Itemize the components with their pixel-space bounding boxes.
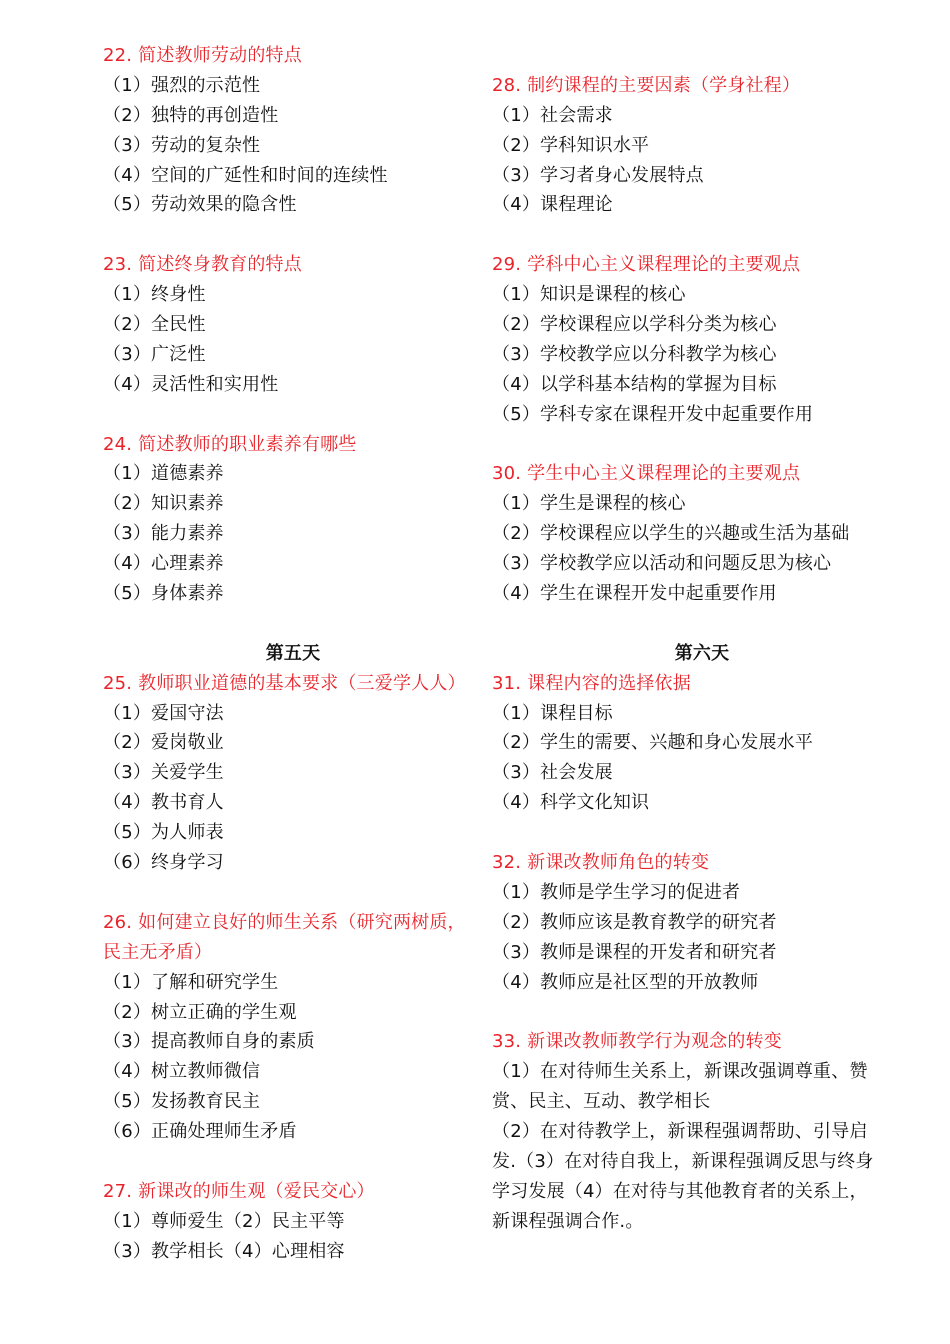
list-item: （2）教师应该是教育教学的研究者 — [492, 911, 777, 933]
list-item: （1）强烈的示范性 — [103, 74, 261, 96]
list-item: （1）教师是学生学习的促进者 — [492, 881, 741, 903]
left-column — [103, 41, 483, 1267]
section-title: 24. 简述教师的职业素养有哪些 — [103, 433, 357, 455]
list-item: （2）树立正确的学生观 — [103, 1001, 297, 1023]
list-item: （3）学校教学应以分科教学为核心 — [492, 343, 777, 365]
list-item: （1）知识是课程的核心 — [492, 284, 686, 306]
list-item: （4）教书育人 — [103, 792, 224, 814]
section-29 — [492, 250, 912, 429]
section-23 — [103, 250, 483, 399]
list-item: （4）科学文化知识 — [492, 792, 650, 814]
list-item: （5）劳动效果的隐含性 — [103, 194, 297, 216]
list-item: （1）道德素养 — [103, 463, 224, 485]
list-item: （4）心理素养 — [103, 553, 224, 575]
list-item: （2）知识素养 — [103, 493, 224, 515]
list-item: （4）学生在课程开发中起重要作用 — [492, 583, 777, 605]
section-title: 31. 课程内容的选择依据 — [492, 672, 691, 694]
right-column — [492, 41, 912, 1237]
list-item: （1）学生是课程的核心 — [492, 493, 686, 515]
list-item: （3）社会发展 — [492, 762, 613, 784]
list-item: （3）教学相长（4）心理相容 — [103, 1240, 345, 1262]
list-item: （5）为人师表 — [103, 822, 224, 844]
paragraph-line: 赏、民主、互动、教学相长 — [492, 1091, 711, 1113]
section-27 — [103, 1177, 483, 1267]
list-item: （4）空间的广延性和时间的连续性 — [103, 164, 388, 186]
section-title: 32. 新课改教师角色的转变 — [492, 852, 710, 874]
list-item: （3）关爱学生 — [103, 762, 224, 784]
list-item: （1）尊师爱生（2）民主平等 — [103, 1210, 345, 1232]
list-item: （4）教师应是社区型的开放教师 — [492, 971, 759, 993]
section-32 — [492, 848, 912, 997]
section-24 — [103, 430, 483, 609]
list-item: （2）学校课程应以学生的兴趣或生活为基础 — [492, 523, 850, 545]
section-title: 26. 如何建立良好的师生关系（研究两树质， — [103, 911, 466, 933]
paragraph-line: 学习发展（4）在对待与其他教育者的关系上， — [492, 1180, 868, 1202]
list-item: （3）教师是课程的开发者和研究者 — [492, 941, 777, 963]
list-item: （3）广泛性 — [103, 343, 206, 365]
list-item: （1）爱国守法 — [103, 702, 224, 724]
section-title: 33. 新课改教师教学行为观念的转变 — [492, 1031, 782, 1053]
list-item: （6）终身学习 — [103, 852, 224, 874]
list-item: （3）能力素养 — [103, 523, 224, 545]
section-title: 28. 制约课程的主要因素（学身社程） — [492, 74, 801, 96]
section-title: 30. 学生中心主义课程理论的主要观点 — [492, 463, 801, 485]
day-heading: 第六天 — [674, 642, 730, 664]
section-title: 27. 新课改的师生观（爱民交心） — [103, 1180, 375, 1202]
list-item: （2）爱岗敬业 — [103, 732, 224, 754]
list-item: （1）了解和研究学生 — [103, 971, 279, 993]
section-title: 23. 简述终身教育的特点 — [103, 254, 302, 276]
list-item: （4）以学科基本结构的掌握为目标 — [492, 373, 777, 395]
section-28 — [492, 71, 912, 220]
list-item: （3）劳动的复杂性 — [103, 134, 261, 156]
paragraph-line: （2）在对待教学上，新课程强调帮助、引导启 — [492, 1121, 868, 1143]
list-item: （4）树立教师微信 — [103, 1061, 261, 1083]
list-item: （2）学生的需要、兴趣和身心发展水平 — [492, 732, 814, 754]
list-item: （1）社会需求 — [492, 104, 613, 126]
list-item: （2）学校课程应以学科分类为核心 — [492, 314, 777, 336]
section-title: 22. 简述教师劳动的特点 — [103, 45, 302, 66]
list-item: （3）学校教学应以活动和问题反思为核心 — [492, 553, 832, 575]
section-22 — [103, 41, 483, 220]
list-item: （3）学习者身心发展特点 — [492, 164, 704, 186]
list-item: （5）发扬教育民主 — [103, 1091, 261, 1113]
list-item: （5）学科专家在课程开发中起重要作用 — [492, 403, 814, 425]
section-31 — [492, 669, 912, 818]
section-30 — [492, 459, 912, 608]
list-item: （2）学科知识水平 — [492, 134, 650, 156]
list-item: （5）身体素养 — [103, 583, 224, 605]
list-item: （4）灵活性和实用性 — [103, 373, 279, 395]
section-title-continued: 民主无矛盾） — [103, 941, 213, 963]
list-item: （1）课程目标 — [492, 702, 613, 724]
day-heading: 第五天 — [265, 642, 321, 664]
list-item: （1）终身性 — [103, 284, 206, 306]
paragraph-line: （1）在对待师生关系上，新课改强调尊重、赞 — [492, 1061, 868, 1083]
list-item: （3）提高教师自身的素质 — [103, 1031, 315, 1053]
section-33 — [492, 1027, 912, 1236]
section-26 — [103, 908, 483, 1147]
section-title: 29. 学科中心主义课程理论的主要观点 — [492, 254, 801, 276]
list-item: （2）独特的再创造性 — [103, 104, 279, 126]
section-25 — [103, 669, 483, 878]
section-title: 25. 教师职业道德的基本要求（三爱学人人） — [103, 672, 466, 694]
list-item: （4）课程理论 — [492, 194, 613, 216]
paragraph-line: 新课程强调合作.。 — [492, 1210, 644, 1232]
list-item: （2）全民性 — [103, 314, 206, 336]
paragraph-line: 发.（3）在对待自我上，新课程强调反思与终身 — [492, 1150, 874, 1172]
list-item: （6）正确处理师生矛盾 — [103, 1121, 297, 1143]
